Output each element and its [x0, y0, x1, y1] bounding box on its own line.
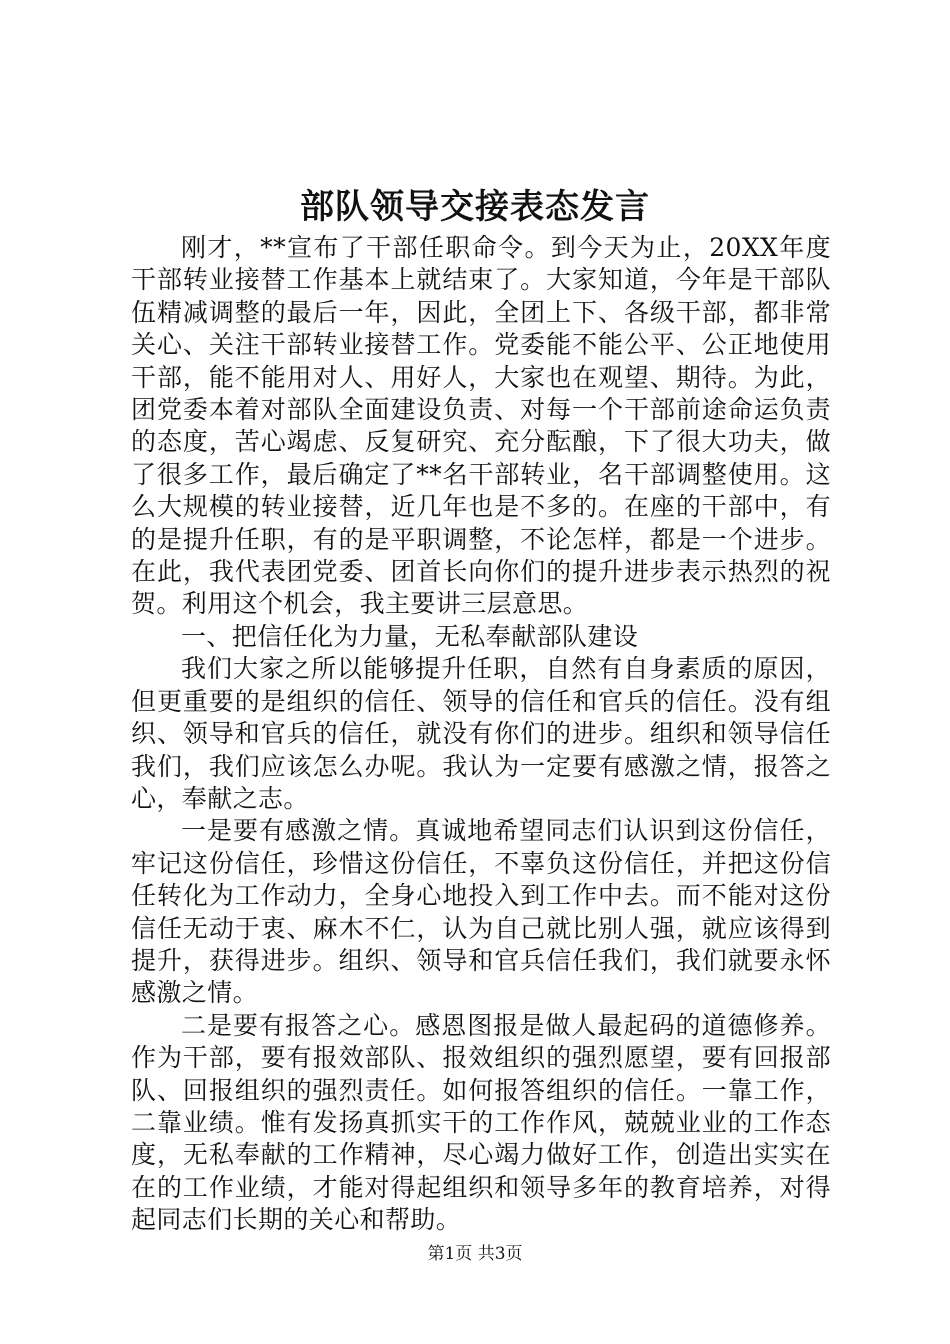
document-title: 部队领导交接表态发言	[300, 187, 650, 227]
paragraph-intro: 刚才，**宣布了干部任职命令。到今天为止，20XX年度干部转业接替工作基本上就结束了。大家知道，今年是干部队伍精减调整的最后一年，因此，全团上下、各级干部，都非常关心、关注干部转业接替工作。党委能不能公平、公正地使用干部，能不能用对人、用好人，大家也在观望、期待。为此，团党委本着对部队全面建设负责、对每一个干部前途命运负责的态度，苦心竭虑、反复研究、充分酝酿，下了很大功夫，做了很多工作，最后确定了**名干部转业，名干部调整使用。这么大规模的转业接替，近几年也是不多的。在座的干部中，有的是提升任职，有的是平职调整，不论怎样，都是一个进步。在此，我代表团党委、团首长向你们的提升进步表示热烈的祝贺。利用这个机会，我主要讲三层意思。	[131, 233, 831, 619]
page-footer: 第1页 共3页	[427, 1244, 523, 1264]
paragraph-repay: 二是要有报答之心。感恩图报是做人最起码的道德修养。作为干部，要有报效部队、报效组织的强烈愿望，要有回报部队、回报组织的强烈责任。如何报答组织的信任。一靠工作，二靠业绩。惟有发扬真抓实干的工作作风，兢兢业业的工作态度，无私奉献的工作精神，尽心竭力做好工作，创造出实实在在的工作业绩，才能对得起组织和领导多年的教育培养，对得起同志们长期的关心和帮助。	[131, 1010, 831, 1235]
paragraph-gratitude: 一是要有感激之情。真诚地希望同志们认识到这份信任，牢记这份信任，珍惜这份信任，不辜负这份信任，并把这份信任转化为工作动力，全身心地投入到工作中去。而不能对这份信任无动于衷、麻木不仁，认为自己就比别人强，就应该得到提升，获得进步。组织、领导和官兵信任我们，我们就要永怀感激之情。	[131, 816, 831, 1008]
section-heading-1: 一、把信任化为力量，无私奉献部队建设	[181, 621, 639, 651]
paragraph-trust: 我们大家之所以能够提升任职，自然有自身素质的原因，但更重要的是组织的信任、领导的信任和官兵的信任。没有组织、领导和官兵的信任，就没有你们的进步。组织和领导信任我们，我们应该怎么办呢。我认为一定要有感激之情，报答之心，奉献之志。	[131, 654, 831, 813]
document-body	[131, 232, 831, 1237]
